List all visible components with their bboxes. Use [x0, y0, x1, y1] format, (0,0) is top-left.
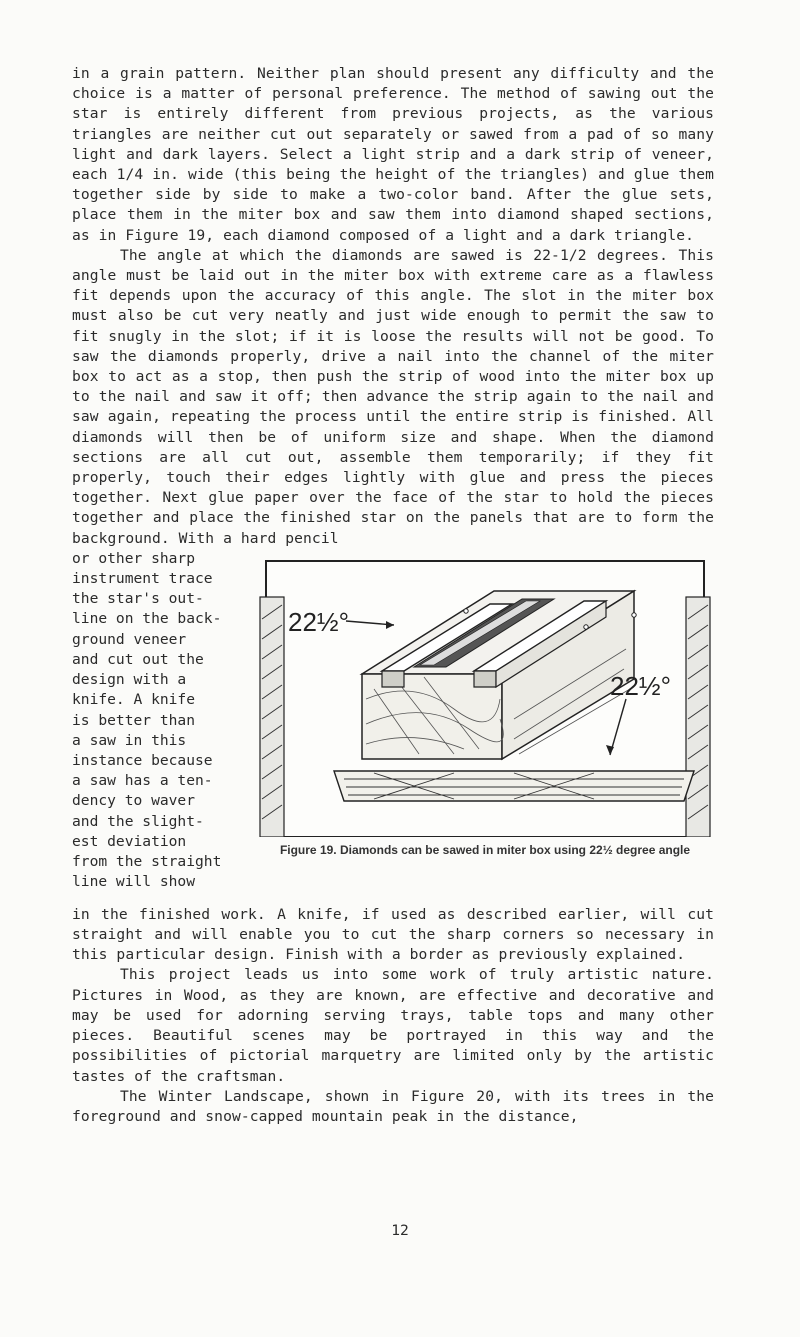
wrap-line: the star's out-	[72, 590, 204, 608]
paragraph-4: The Winter Landscape, shown in Figure 20, with its trees in the foreground and snow-capped mountain peak in the distance,	[72, 1087, 714, 1125]
figure-caption: Figure 19. Diamonds can be sawed in miter box using 22½ degree angle	[279, 842, 691, 857]
wrap-line: or other sharp	[72, 549, 196, 567]
figure-wrap-block	[72, 549, 714, 905]
paragraph-1: in a grain pattern. Neither plan should present any difficulty and the choice is a matter of personal preference. The method of sawing out the star is entirely different from previous projects, as the various triangles are neither cut out separately or sawed from a pad of so many light and dark layers. Select a light strip and a dark strip of veneer, each 1/4 in. wide (this being the height of the triangles) and glue them together side by side to make a two-color band. After the glue sets, place them in the miter box and saw them into diamond shaped sections, as in Figure 19, each diamond composed of a light and a dark triangle.	[72, 65, 714, 244]
wrap-line: design with a	[72, 671, 187, 689]
wrap-line: dency to waver	[72, 792, 196, 810]
page-number: 12	[391, 1222, 409, 1239]
wrap-line: a saw has a ten-	[72, 772, 213, 790]
wrap-line: knife. A knife	[72, 691, 196, 709]
wrap-line: a saw in this	[72, 731, 187, 749]
page-body	[72, 64, 714, 1127]
wrapped-text-column	[72, 549, 232, 892]
figure-19	[254, 549, 716, 857]
wrap-line: is better than	[72, 711, 196, 729]
wrap-line: instrument trace	[72, 570, 213, 588]
angle-label-top: 22½°	[288, 606, 350, 637]
wrap-line: line will show	[72, 873, 196, 891]
wrap-line: ground veneer	[72, 630, 187, 648]
paragraph-2: The angle at which the diamonds are sawed is 22-1/2 degrees. This angle must be laid out in the miter box with extreme care as a flawless fit depends upon the accuracy of this angle. The slot in the miter box must also be cut very neatly and just wide enough to permit the saw to fit snugly in the slot; if it is loose the results will not be good. To saw the diamonds properly, drive a nail into the channel of the miter box to act as a stop, then push the strip of wood into the miter box up to the nail and saw it off; then advance the strip again to the nail and saw again, repeating the process until the entire strip is finished. All diamonds will then be of uniform size and shape. When the diamond sections are all cut out, assemble them temporarily; if they fit properly, touch their edges lightly with glue and press the pieces together. Next glue paper over the face of the star to hold the pieces together and place the finished star on the panels that are to form the background. With a hard pencil	[72, 246, 714, 547]
wrap-line: instance because	[72, 751, 213, 769]
wrap-line: est deviation	[72, 832, 187, 850]
wrap-line: line on the back-	[72, 610, 222, 628]
miter-box-illustration	[254, 549, 716, 837]
angle-label-right: 22½°	[610, 670, 672, 701]
paragraph-2-end: in the finished work. A knife, if used as described earlier, will cut straight and will enable you to cut the sharp corners so necessary in this particular design. Finish with a border as previously explained.	[72, 905, 714, 964]
wrap-line: and cut out the	[72, 650, 204, 668]
wrap-line: from the straight	[72, 852, 222, 870]
paragraph-3: This project leads us into some work of truly artistic nature. Pictures in Wood, as they are known, are effective and decorative and may be used for adorning serving trays, table tops and many other pieces. Beautiful scenes may be portrayed in this way and the possibilities of pictorial marquetry are limited only by the artistic tastes of the craftsman.	[72, 966, 714, 1085]
wrap-line: and the slight-	[72, 812, 204, 830]
